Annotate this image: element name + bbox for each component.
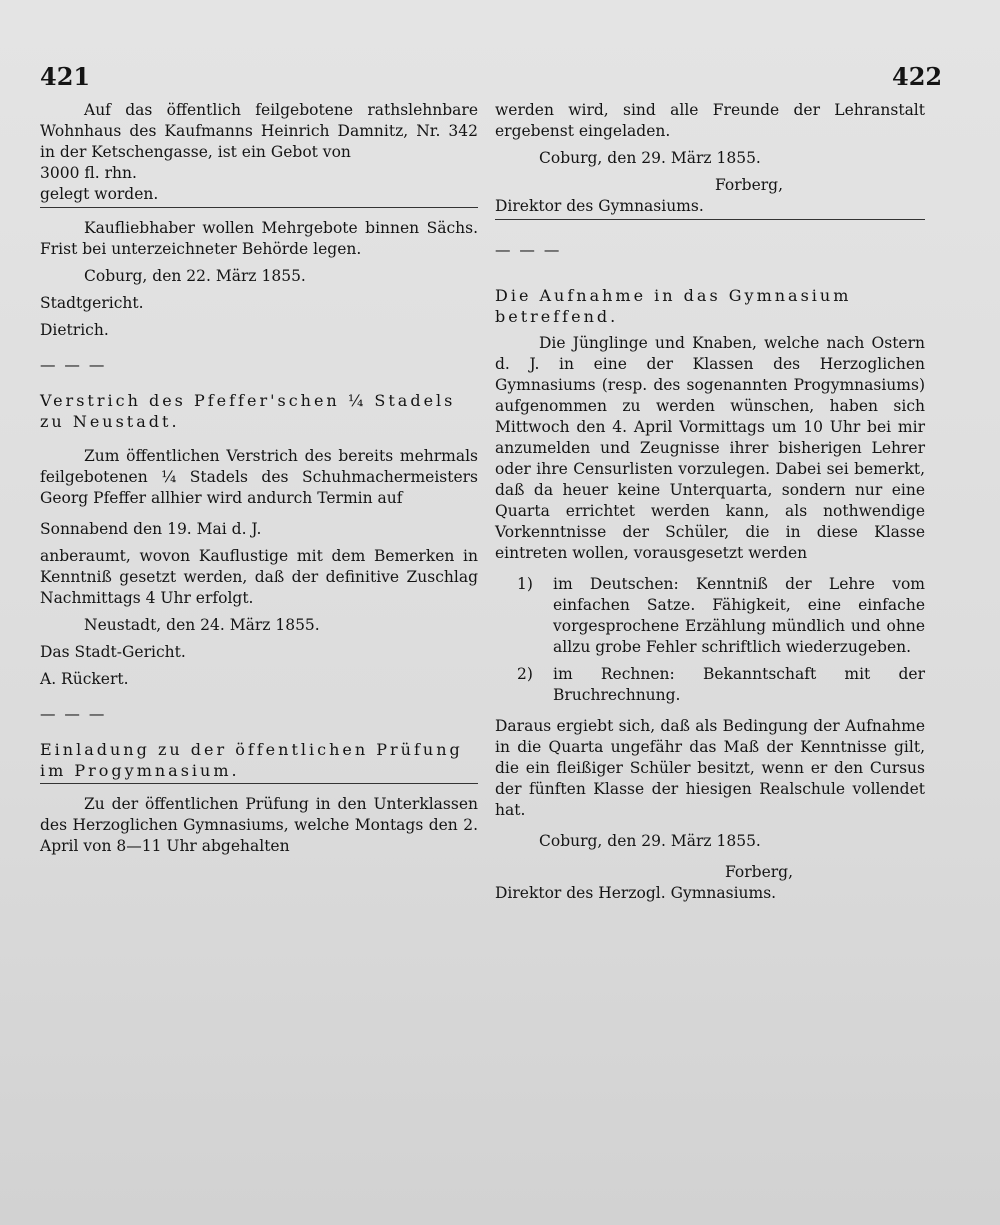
admission-conclusion: Daraus ergiebt sich, daß als Bedingung der Aufnahme in die Quarta ungefähr das Maß der Kenntnisse gilt, die ein fleißiger Schüler besitzt, wenn er den Cursus der fünften Klasse der hiesigen Realschule vollendet hat. <box>495 717 925 819</box>
separator: — — — <box>40 356 107 374</box>
house-sale-notice <box>40 100 478 341</box>
admission-title: Die Aufnahme in das Gymnasium <box>495 286 852 305</box>
signer-title: Direktor des Gymnasiums. <box>495 197 704 215</box>
invitation-continued: werden wird, sind alle Freunde der Lehranstalt ergebenst eingeladen. <box>495 101 925 140</box>
left-column <box>40 100 478 857</box>
invitation-notice <box>40 739 478 857</box>
house-sale-notice-text: Kaufliebhaber wollen Mehrgebote binnen Sächs. Frist bei unterzeichneter Behörde legen. <box>40 219 478 258</box>
list-item-text: im Rechnen: Bekanntschaft mit der Bruchrechnung. <box>553 665 925 704</box>
separator: — — — <box>495 241 562 259</box>
invitation-text: Zu der öffentlichen Prüfung in den Unterklassen des Herzoglichen Gymnasiums, welche Montags den 2. April von 8—11 Uhr abgehalten <box>40 795 478 855</box>
auction-title-line2: zu Neustadt. <box>40 412 180 431</box>
page-number-left: 421 <box>40 62 91 91</box>
list-item-text: im Deutschen: Kenntniß der Lehre vom einfachen Satze. Fähigkeit, eine einfache vorgesprochene Erzählung mündlich und ohne allzu grobe Fehler schriftlich wiederzugeben. <box>553 575 925 656</box>
auction-date: Neustadt, den 24. März 1855. <box>84 616 320 634</box>
admission-date: Coburg, den 29. März 1855. <box>539 832 761 850</box>
admission-text: Die Jünglinge und Knaben, welche nach Ostern d. J. in eine der Klassen des Herzoglichen Gymnasiums (resp. des sogenannten Progymnasiums) aufgenommen zu werden wünschen, haben sich Mittwoch den 4. April Vormittags um 10 Uhr bei mir anzumelden und Zeugnisse ihrer bisherigen Lehrer oder ihre Censurlisten vorzulegen. Dabei sei bemerkt, daß da heuer keine Unterquarta, sondern nur eine Quarta errichtet werden kann, als nothwendige Vorkenntnisse der Schüler, die in diese Klasse eintreten wollen, vorausgesetzt werden <box>495 334 925 562</box>
auction-notice <box>40 390 478 690</box>
house-sale-signer: Dietrich. <box>40 321 109 339</box>
auction-authority: Das Stadt-Gericht. <box>40 643 186 661</box>
house-sale-text: Auf das öffentlich feilgebotene rathslehnbare Wohnhaus des Kaufmanns Heinrich Damnitz, Nr. 342 in der Ketschengasse, ist ein Gebot von <box>40 101 478 161</box>
admission-notice <box>495 285 925 904</box>
page-number-right: 422 <box>892 62 943 91</box>
divider <box>495 219 925 220</box>
list-item-number: 1) <box>517 575 533 593</box>
invitation-title-line2: im Progymnasium. <box>40 761 240 780</box>
list-item <box>495 664 925 706</box>
auction-text: Zum öffentlichen Verstrich des bereits mehrmals feilgebotenen ¼ Stadels des Schuhmachermeisters Georg Pfeffer allhier wird andurch Termin auf <box>40 447 478 507</box>
admission-signer-name: Forberg, <box>725 863 794 881</box>
house-sale-authority: Stadtgericht. <box>40 294 144 312</box>
auction-text2: anberaumt, wovon Kauflustige mit dem Bemerken in Kenntniß gesetzt werden, daß der definitive Zuschlag Nachmittags 4 Uhr erfolgt. <box>40 547 478 607</box>
separator: — — — <box>40 705 107 723</box>
auction-signer: A. Rückert. <box>40 670 129 688</box>
auction-appointment: Sonnabend den 19. Mai d. J. <box>40 520 262 538</box>
admission-title-line2: betreffend. <box>495 307 619 326</box>
auction-title: Verstrich des Pfeffer'schen ¼ Stadels <box>40 391 456 410</box>
house-sale-end: gelegt worden. <box>40 185 159 203</box>
invitation-date: Coburg, den 29. März 1855. <box>539 149 761 167</box>
right-column <box>495 100 925 904</box>
house-sale-date: Coburg, den 22. März 1855. <box>84 267 306 285</box>
admission-signer-title: Direktor des Herzogl. Gymnasiums. <box>495 884 777 902</box>
divider <box>40 207 478 208</box>
list-item <box>495 574 925 658</box>
invitation-title: Einladung zu der öffentlichen Prüfung <box>40 740 463 759</box>
divider <box>40 783 478 784</box>
signer-name: Forberg, <box>715 176 784 194</box>
house-sale-amount: 3000 fl. rhn. <box>40 164 137 182</box>
list-item-number: 2) <box>517 665 533 683</box>
